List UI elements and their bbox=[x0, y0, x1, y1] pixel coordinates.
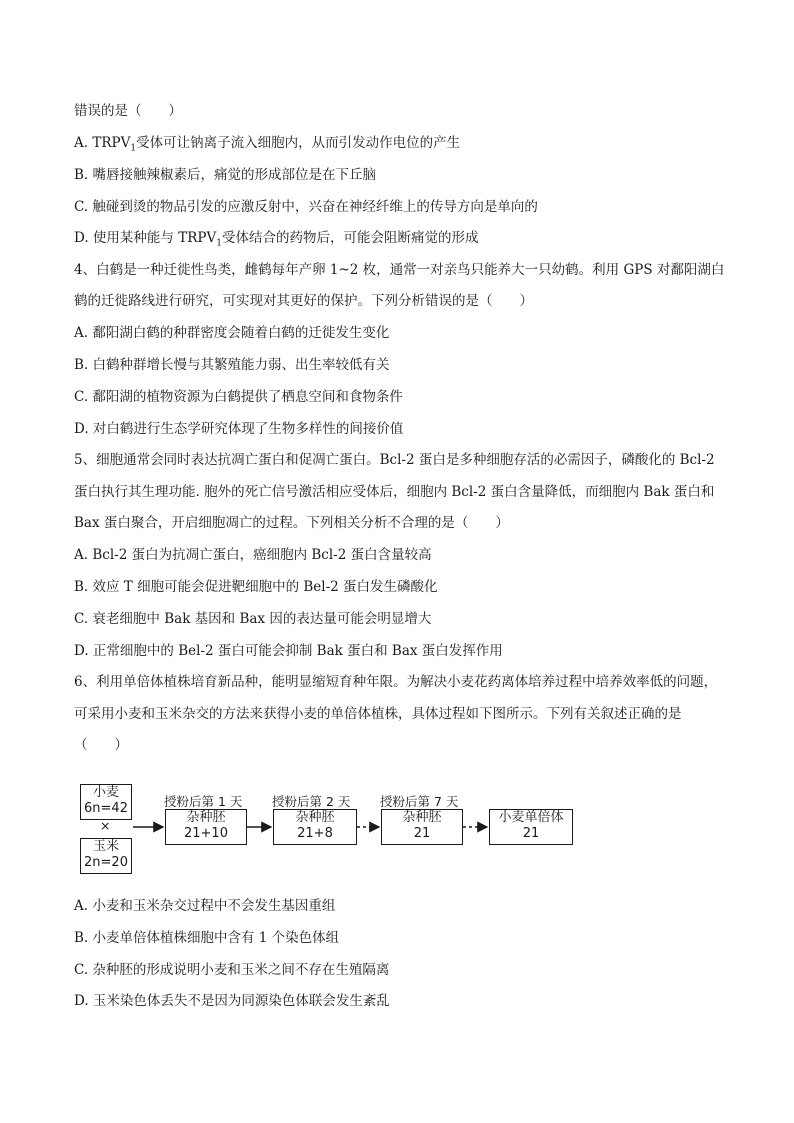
text-line: 错误的是（ ） bbox=[74, 103, 182, 119]
option-a: A. 小麦和玉米杂交过程中不会发生基因重组 bbox=[74, 898, 336, 914]
option-c: C. 杂种胚的形成说明小麦和玉米之间不存在生殖隔离 bbox=[74, 962, 390, 978]
stage2-name: 杂种胚 bbox=[295, 810, 335, 825]
option-a: A. 鄱阳湖白鹤的种群密度会随着白鹤的迁徙发生变化 bbox=[74, 325, 390, 341]
option-b: B. 效应 T 细胞可能会促进靶细胞中的 Bel-2 蛋白发生磷酸化 bbox=[74, 579, 438, 595]
option-a bbox=[74, 134, 460, 158]
option-c: C. 衰老细胞中 Bak 基因和 Bax 因的表达量可能会明显增大 bbox=[74, 611, 432, 627]
option-d bbox=[74, 229, 478, 253]
hybridization-diagram bbox=[80, 780, 580, 880]
stage3-name: 杂种胚 bbox=[402, 810, 442, 825]
stage3-label: 授粉后第 7 天 bbox=[380, 794, 459, 809]
option-b: B. 小麦单倍体植株细胞中含有 1 个染色体组 bbox=[74, 930, 340, 946]
stage1-label: 授粉后第 1 天 bbox=[164, 794, 243, 809]
question-6-stem: 6、利用单倍体植株培育新品种，能明显缩短育种年限。为解决小麦花药离体培养过程中培养效率低的问题， bbox=[74, 674, 718, 690]
stage3-box bbox=[381, 809, 463, 845]
final-value: 21 bbox=[522, 826, 540, 841]
stage1-name: 杂种胚 bbox=[186, 810, 226, 825]
question-6-stem: （ ） bbox=[74, 737, 128, 753]
corn-box bbox=[80, 838, 132, 874]
stage2-label: 授粉后第 2 天 bbox=[272, 794, 351, 809]
option-b: B. 白鹤种群增长慢与其繁殖能力弱、出生率较低有关 bbox=[74, 357, 390, 373]
option-text: 受体可让钠离子流入细胞内，从而引发动作电位的产生 bbox=[136, 135, 461, 151]
stage2-value: 21+8 bbox=[297, 826, 333, 841]
question-4-stem: 鹤的迁徙路线进行研究，可实现对其更好的保护。下列分析错误的是（ ） bbox=[74, 293, 533, 309]
question-6-stem: 可采用小麦和玉米杂交的方法来获得小麦的单倍体植株，具体过程如下图所示。下列有关叙述正确的是 bbox=[74, 706, 682, 722]
subscript: 1 bbox=[216, 238, 222, 249]
corn-name: 玉米 bbox=[92, 839, 119, 854]
stage3-value: 21 bbox=[413, 826, 431, 841]
option-text: A. TRPV bbox=[74, 135, 131, 151]
corn-chromosome: 2n=20 bbox=[84, 855, 128, 870]
final-box bbox=[489, 809, 573, 845]
option-b: B. 嘴唇接触辣椒素后，痛觉的形成部位是在下丘脑 bbox=[74, 167, 377, 183]
option-c: C. 鄱阳湖的植物资源为白鹤提供了栖息空间和食物条件 bbox=[74, 389, 403, 405]
option-c: C. 触碰到烫的物品引发的应激反射中，兴奋在神经纤维上的传导方向是单向的 bbox=[74, 199, 538, 215]
stage2-box bbox=[273, 809, 357, 845]
wheat-name: 小麦 bbox=[92, 785, 119, 800]
wheat-box bbox=[80, 784, 132, 820]
option-d: D. 正常细胞中的 Bel-2 蛋白可能会抑制 Bak 蛋白和 Bax 蛋白发挥作用 bbox=[74, 643, 503, 659]
question-5-stem: Bax 蛋白聚合，开启细胞凋亡的过程。下列相关分析不合理的是（ ） bbox=[74, 515, 509, 531]
question-4-stem: 4、白鹤是一种迁徙性鸟类，雌鹤每年产卵 1~2 枚，通常一对亲鸟只能养大一只幼鹤。利用 GPS 对鄱阳湖白 bbox=[74, 262, 725, 278]
final-name: 小麦单倍体 bbox=[498, 810, 564, 825]
question-5-stem: 5、细胞通常会同时表达抗凋亡蛋白和促凋亡蛋白。Bcl-2 蛋白是多种细胞存活的必需因子，磷酸化的 Bcl-2 bbox=[74, 452, 715, 468]
option-d: D. 玉米染色体丢失不是因为同源染色体联会发生紊乱 bbox=[74, 993, 390, 1009]
option-d: D. 对白鹤进行生态学研究体现了生物多样性的间接价值 bbox=[74, 421, 404, 437]
subscript: 1 bbox=[130, 143, 137, 154]
option-a: A. Bcl-2 蛋白为抗凋亡蛋白，癌细胞内 Bcl-2 蛋白含量较高 bbox=[74, 547, 432, 563]
question-5-stem: 蛋白执行其生理功能. 胞外的死亡信号激活相应受体后，细胞内 Bcl-2 蛋白含量降低，而细胞内 Bak 蛋白和 bbox=[74, 484, 715, 500]
cross-symbol: × bbox=[100, 818, 111, 833]
stage1-box bbox=[165, 809, 247, 845]
stage1-value: 21+10 bbox=[184, 826, 228, 841]
option-text: 受体结合的药物后，可能会阻断痛觉的形成 bbox=[221, 230, 479, 246]
wheat-chromosome: 6n=42 bbox=[84, 801, 128, 816]
option-text: D. 使用某种能与 TRPV bbox=[74, 230, 217, 246]
